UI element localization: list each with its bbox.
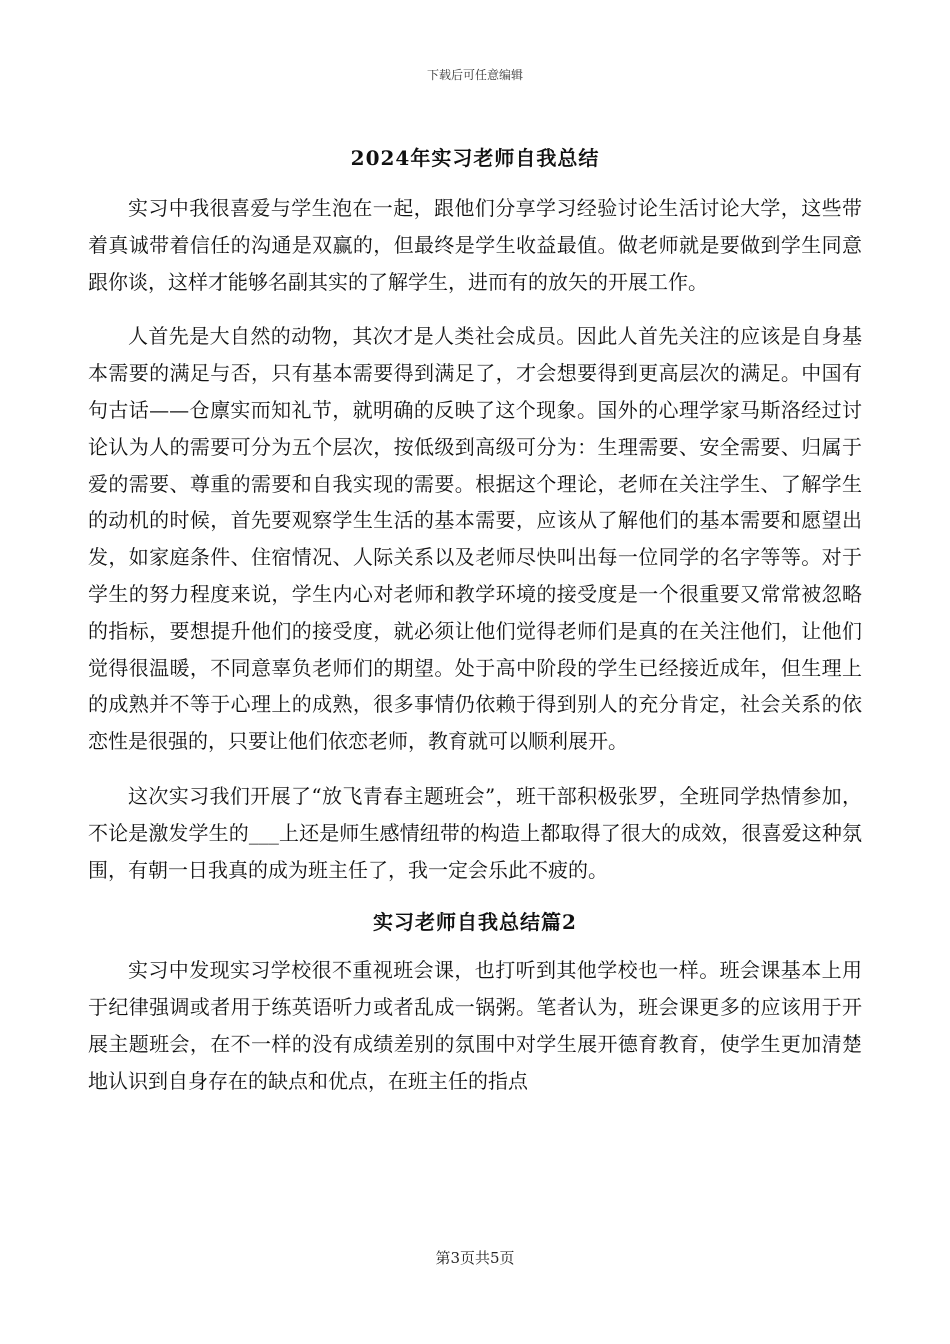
document-body: [88, 142, 862, 1118]
paragraph-2: 人首先是大自然的动物，其次才是人类社会成员。因此人首先关注的应该是自身基本需要的满足与否，只有基本需要得到满足了，才会想要得到更高层次的满足。中国有句古话——仓廪实而知礼节，就明确的反映了这个现象。国外的心理学家马斯洛经过讨论认为人的需要可分为五个层次，按低级到高级可分为：生理需要、安全需要、归属于爱的需要、尊重的需要和自我实现的需要。根据这个理论，老师在关注学生、了解学生的动机的时候，首先要观察学生生活的基本需要，应该从了解他们的基本需要和愿望出发，如家庭条件、住宿情况、人际关系以及老师尽快叫出每一位同学的名字等等。对于学生的努力程度来说，学生内心对老师和教学环境的接受度是一个很重要又常常被忽略的指标，要想提升他们的接受度，就必须让他们觉得老师们是真的在关注他们，让他们觉得很温暖，不同意辜负老师们的期望。处于高中阶段的学生已经接近成年，但生理上的成熟并不等于心理上的成熟，很多事情仍依赖于得到别人的充分肯定，社会关系的依恋性是很强的，只要让他们依恋老师，教育就可以顺利展开。: [88, 324, 862, 754]
section-2-title: 实习老师自我总结篇2: [373, 910, 577, 935]
section-2-paragraph: 实习中发现实习学校很不重视班会课，也打听到其他学校也一样。班会课基本上用于纪律强调或者用于练英语听力或者乱成一锅粥。笔者认为，班会课更多的应该用于开展主题班会，在不一样的没有成绩差别的氛围中对学生展开德育教育，使学生更加清楚地认识到自身存在的缺点和优点，在班主任的指点: [88, 958, 862, 1093]
page-number-footer: 第3页共5页: [435, 1249, 515, 1267]
paragraph-1: 实习中我很喜爱与学生泡在一起，跟他们分享学习经验讨论生活讨论大学，这些带着真诚带着信任的沟通是双赢的，但最终是学生收益最值。做老师就是要做到学生同意跟你谈，这样才能够名副其实的了解学生，进而有的放矢的开展工作。: [88, 196, 862, 294]
page-header-note: 下载后可任意编辑: [426, 68, 523, 82]
paragraph-3: 这次实习我们开展了“放飞青春主题班会”，班干部积极张罗，全班同学热情参加，不论是激发学生的___上还是师生感情纽带的构造上都取得了很大的成效，很喜爱这种氛围，有朝一日我真的成为班主任了，我一定会乐此不疲的。: [88, 783, 862, 882]
document-title: 2024年实习老师自我总结: [350, 146, 600, 170]
